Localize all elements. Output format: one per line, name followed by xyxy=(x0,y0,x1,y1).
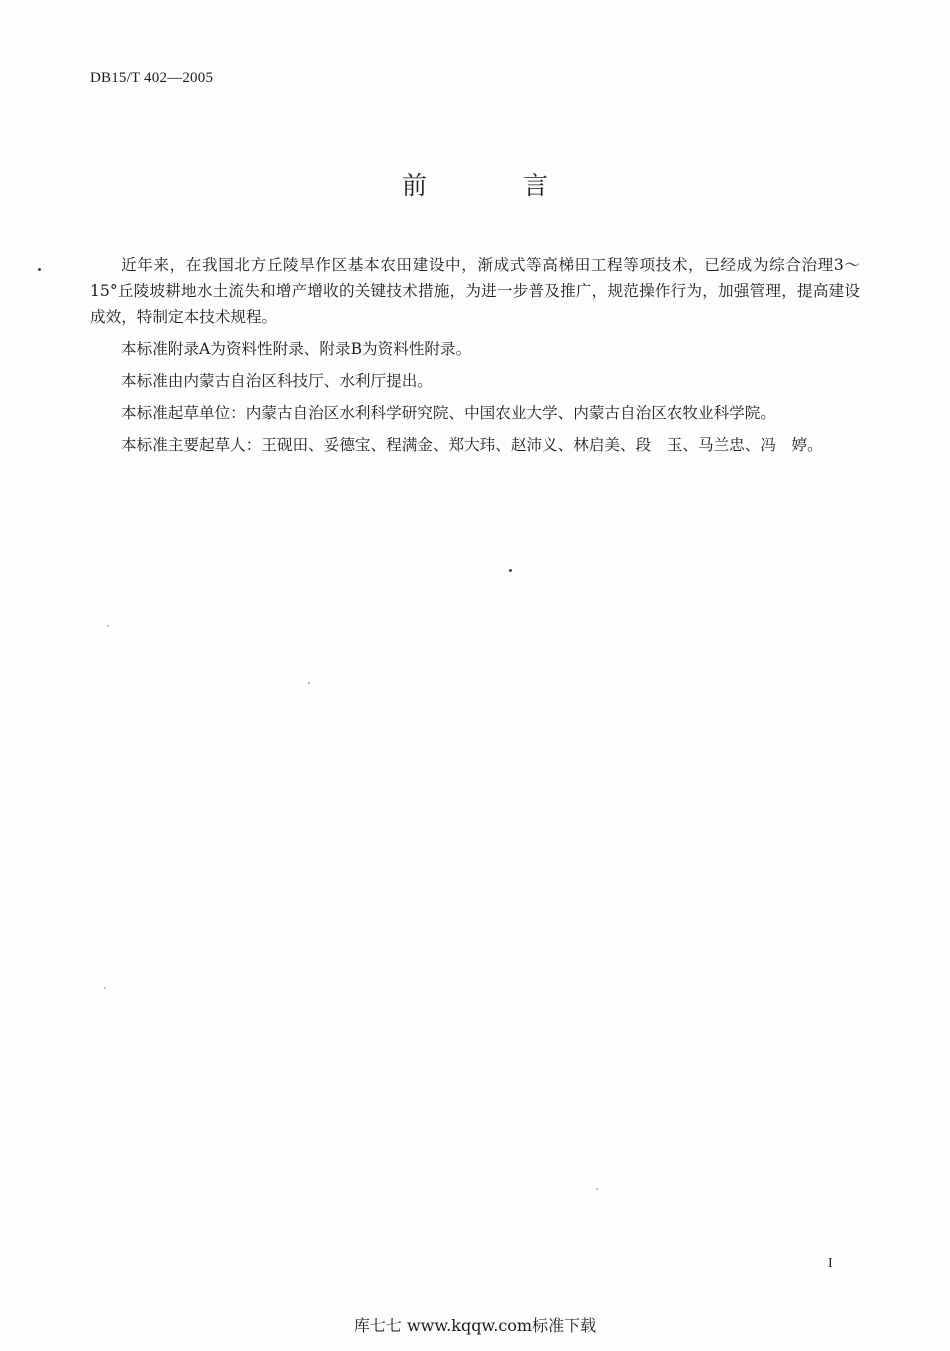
paragraph-proposer: 本标准由内蒙古自治区科技厅、水利厅提出。 xyxy=(121,372,433,390)
paragraph-intro: 近年来，在我国北方丘陵旱作区基本农田建设中，渐成式等高梯田工程等项技术，已经成为综合治理3～15°丘陵坡耕地水土流失和增产增收的关键技术措施，为进一步普及推广，规范操作行为，加强管理，提高建设成效，特制定本技术规程。 xyxy=(90,256,860,326)
scan-speck xyxy=(107,625,109,627)
page-title: 前 言 xyxy=(402,171,592,200)
paragraph-appendix: 本标准附录A为资料性附录、附录B为资料性附录。 xyxy=(121,340,472,358)
page-number: I xyxy=(828,1256,833,1271)
standard-code: DB15/T 402—2005 xyxy=(90,70,214,86)
paragraph-drafting-units: 本标准起草单位：内蒙古自治区水利科学研究院、中国农业大学、内蒙古自治区农牧业科学院。 xyxy=(121,404,776,422)
paragraph-drafters: 本标准主要起草人：王砚田、妥德宝、程满金、郑大玮、赵沛义、林启美、段 玉、马兰忠、冯 婷。 xyxy=(121,436,823,454)
scan-speck xyxy=(38,268,41,271)
scan-speck xyxy=(104,987,106,989)
scan-speck xyxy=(596,1188,598,1190)
scan-speck xyxy=(509,569,512,572)
foreword-body xyxy=(90,252,860,464)
download-footer: 库七七 www.kqqw.com标准下载 xyxy=(353,1316,597,1335)
scan-speck xyxy=(308,682,310,684)
